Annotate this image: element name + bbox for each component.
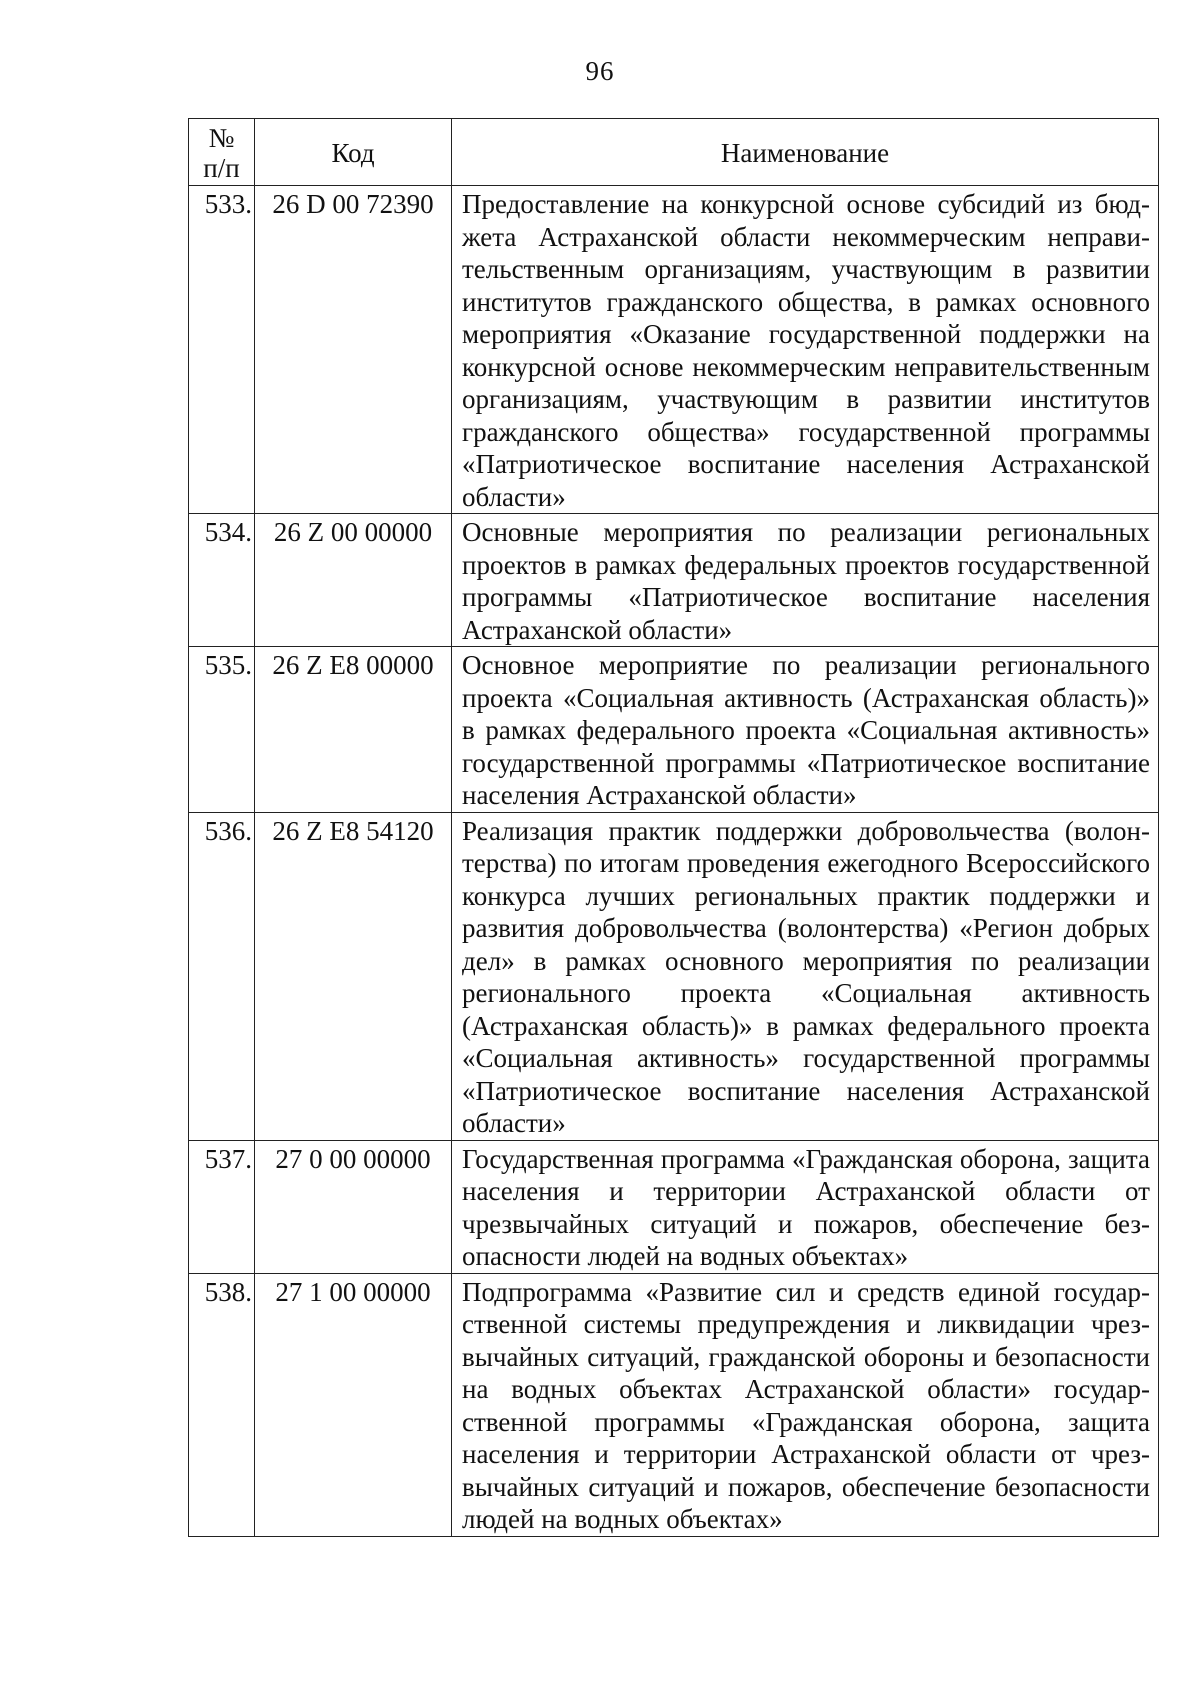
row-name: Реализация практик поддержки добровольчества (волонтерства) по итогам проведения ежегодного Всероссийского конкурса лучших региональных практик поддержки и развития добровольчества (волонтерства) «Регион добрых дел» в рамках основного мероприятия по реализации регионального проекта «Социальная активность (Астраханская область)» в рамках федерального проекта «Социальная активность» государственной программы «Патриотическое воспитание населения Астраханской области»	[452, 812, 1159, 1140]
row-number: 535.	[189, 647, 255, 813]
header-number-abbrev: п/п	[203, 153, 240, 183]
row-number: 536.	[189, 812, 255, 1140]
row-code: 26 Z 00 00000	[255, 514, 452, 647]
classification-table	[188, 118, 1159, 1537]
header-code: Код	[255, 119, 452, 186]
row-code: 27 0 00 00000	[255, 1140, 452, 1273]
table-row	[189, 186, 1159, 514]
row-name: Основные мероприятия по реализации региональных проектов в рамках федеральных проектов государственной программы «Патриотическое воспитание населения Астраханской области»	[452, 514, 1159, 647]
row-code: 26 Z E8 54120	[255, 812, 452, 1140]
row-name: Подпрограмма «Развитие сил и средств единой государственной системы предупреждения и ликвидации чрезвычайных ситуаций, гражданской обороны и безопасности на водных объектах Астраханской области» государственной программы «Гражданская оборона, защита населения и территории Астраханской области от чрезвычайных ситуаций и пожаров, обеспечение безопасности людей на водных объектах»	[452, 1273, 1159, 1536]
header-name: Наименование	[452, 119, 1159, 186]
page-number: 96	[585, 56, 615, 86]
row-name: Государственная программа «Гражданская оборона, защита населения и территории Астраханской области от чрезвычайных ситуаций и пожаров, обеспечение безопасности людей на водных объектах»	[452, 1140, 1159, 1273]
header-number	[189, 119, 255, 186]
row-code: 26 D 00 72390	[255, 186, 452, 514]
table-row	[189, 1140, 1159, 1273]
row-name: Основное мероприятие по реализации регионального проекта «Социальная активность (Астраханская область)» в рамках федерального проекта «Социальная активность» государственной программы «Патриотическое воспитание населения Астраханской области»	[452, 647, 1159, 813]
table-row	[189, 647, 1159, 813]
row-code: 26 Z E8 00000	[255, 647, 452, 813]
header-number-symbol: №	[208, 123, 235, 153]
row-name: Предоставление на конкурсной основе субсидий из бюджета Астраханской области некоммерческим неправительственным организациям, участвующим в развитии институтов гражданского общества, в рамках основного мероприятия «Оказание государственной поддержки на конкурсной основе некоммерческим неправительственным организациям, участвующим в развитии институтов гражданского общества» государственной программы «Патриотическое воспитание населения Астраханской области»	[452, 186, 1159, 514]
table-row	[189, 514, 1159, 647]
table-row	[189, 1273, 1159, 1536]
row-number: 537.	[189, 1140, 255, 1273]
row-number: 533.	[189, 186, 255, 514]
row-number: 538.	[189, 1273, 255, 1536]
row-number: 534.	[189, 514, 255, 647]
table-header-row	[189, 119, 1159, 186]
row-code: 27 1 00 00000	[255, 1273, 452, 1536]
table-row	[189, 812, 1159, 1140]
